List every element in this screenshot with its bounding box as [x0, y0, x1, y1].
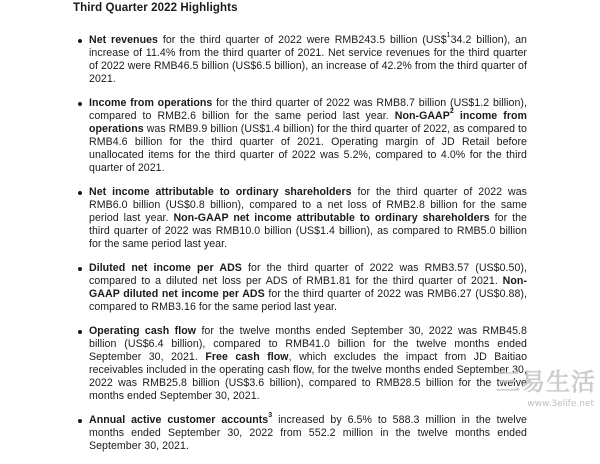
bullet-icon	[78, 102, 82, 106]
bold-term: income from operations	[89, 109, 528, 136]
list-item-text	[89, 186, 527, 251]
bold-term: Income from operations	[89, 96, 213, 109]
text-run: for the third quarter of 2022 were RMB243.5 billion (US$	[157, 34, 447, 46]
bold-term: Operating cash flow	[89, 324, 197, 337]
text-run: for the third quarter of 2022 was RMB10.0 billion (US$1.4 billion), as compared to RMB5.0 billion for the same period last year.	[89, 212, 527, 251]
text-run: for the third quarter of 2022 was RMB3.57 (US$0.50), compared to a diluted net loss per ADS of RMB1.81 for the third quarter of 2021.	[89, 261, 527, 287]
bullet-icon	[78, 419, 82, 423]
bold-term: Non-GAAP net income attributable to ordinary shareholders	[173, 212, 490, 225]
footnote-marker: 3	[268, 412, 273, 420]
list-item	[0, 97, 600, 176]
bullet-icon	[78, 39, 82, 43]
bold-term: Non-GAAP	[394, 109, 450, 122]
bold-term: Net income attributable to ordinary shareholders	[89, 185, 352, 198]
bold-term: Free cash flow	[205, 350, 289, 363]
list-item	[0, 262, 600, 314]
list-item-text	[89, 97, 527, 176]
text-run: for the twelve months ended September 30, 2022 was RMB45.8 billion (US$6.4 billion), compared to RMB41.0 billion for the twelve months ended September 30, 2021.	[89, 324, 527, 363]
text-run: for the third quarter of 2022 was RMB8.7 billion (US$1.2 billion), compared to RMB2.6 billion for the same period last year.	[89, 96, 527, 122]
page-title: Third Quarter 2022 Highlights	[73, 2, 238, 14]
highlights-list	[0, 34, 600, 464]
list-item	[0, 414, 600, 453]
footnote-marker: 1	[446, 32, 451, 40]
list-item	[0, 186, 600, 251]
bold-term: Net revenues	[89, 34, 158, 46]
text-run: was RMB9.9 billion (US$1.4 billion) for the third quarter of 2022, as compared to RMB4.6 billion for the third quarter of 2021. Operating margin of JD Retail before unallocated items for the third quarter of 2022 was 5.2%, compared to 4.0% for the third quarter of 2021.	[89, 123, 527, 175]
text-run: for the third quarter of 2022 was RMB6.27 (US$0.88), compared to RMB3.16 for the same period last year.	[89, 288, 528, 314]
bold-term: Diluted net income per ADS	[89, 261, 242, 274]
list-item-text	[89, 325, 527, 404]
list-item-text	[89, 414, 527, 453]
bullet-icon	[78, 330, 82, 334]
footnote-marker: 2	[449, 108, 454, 116]
watermark-url: www.3elife.net	[527, 399, 594, 409]
watermark-logo: 三易生活	[496, 368, 596, 396]
text-run: , which excludes the impact from JD Baitiao receivables included in the operating cash flow, for the twelve months ended September 30, 2022 was RMB25.8 billion (US$3.6 billion), compared to RMB28.5 billion for the twelve months ended September 30, 2021.	[89, 350, 528, 403]
bold-term: Annual active customer accounts	[89, 413, 269, 426]
bullet-icon	[78, 267, 82, 271]
bold-term: Non-GAAP diluted net income per ADS	[89, 275, 527, 301]
text-run: increased by 6.5% to 588.3 million in the twelve months ended September 30, 2022 from 552.2 million in the twelve months ended September 30, 2021.	[89, 413, 527, 453]
list-item-text	[89, 262, 527, 314]
text-run: for the third quarter of 2022 was RMB6.0 billion (US$0.8 billion), compared to a net loss of RMB2.8 billion for the same period last year.	[89, 185, 527, 225]
list-item	[0, 34, 600, 86]
bullet-icon	[78, 191, 82, 195]
text-run: 34.2 billion), an increase of 11.4% from the third quarter of 2021. Net service revenues for the third quarter of 2022 were RMB46.5 billion (US$6.5 billion), an increase of 42.2% from the third quarter of 2021.	[89, 34, 528, 86]
list-item-text	[89, 34, 527, 86]
